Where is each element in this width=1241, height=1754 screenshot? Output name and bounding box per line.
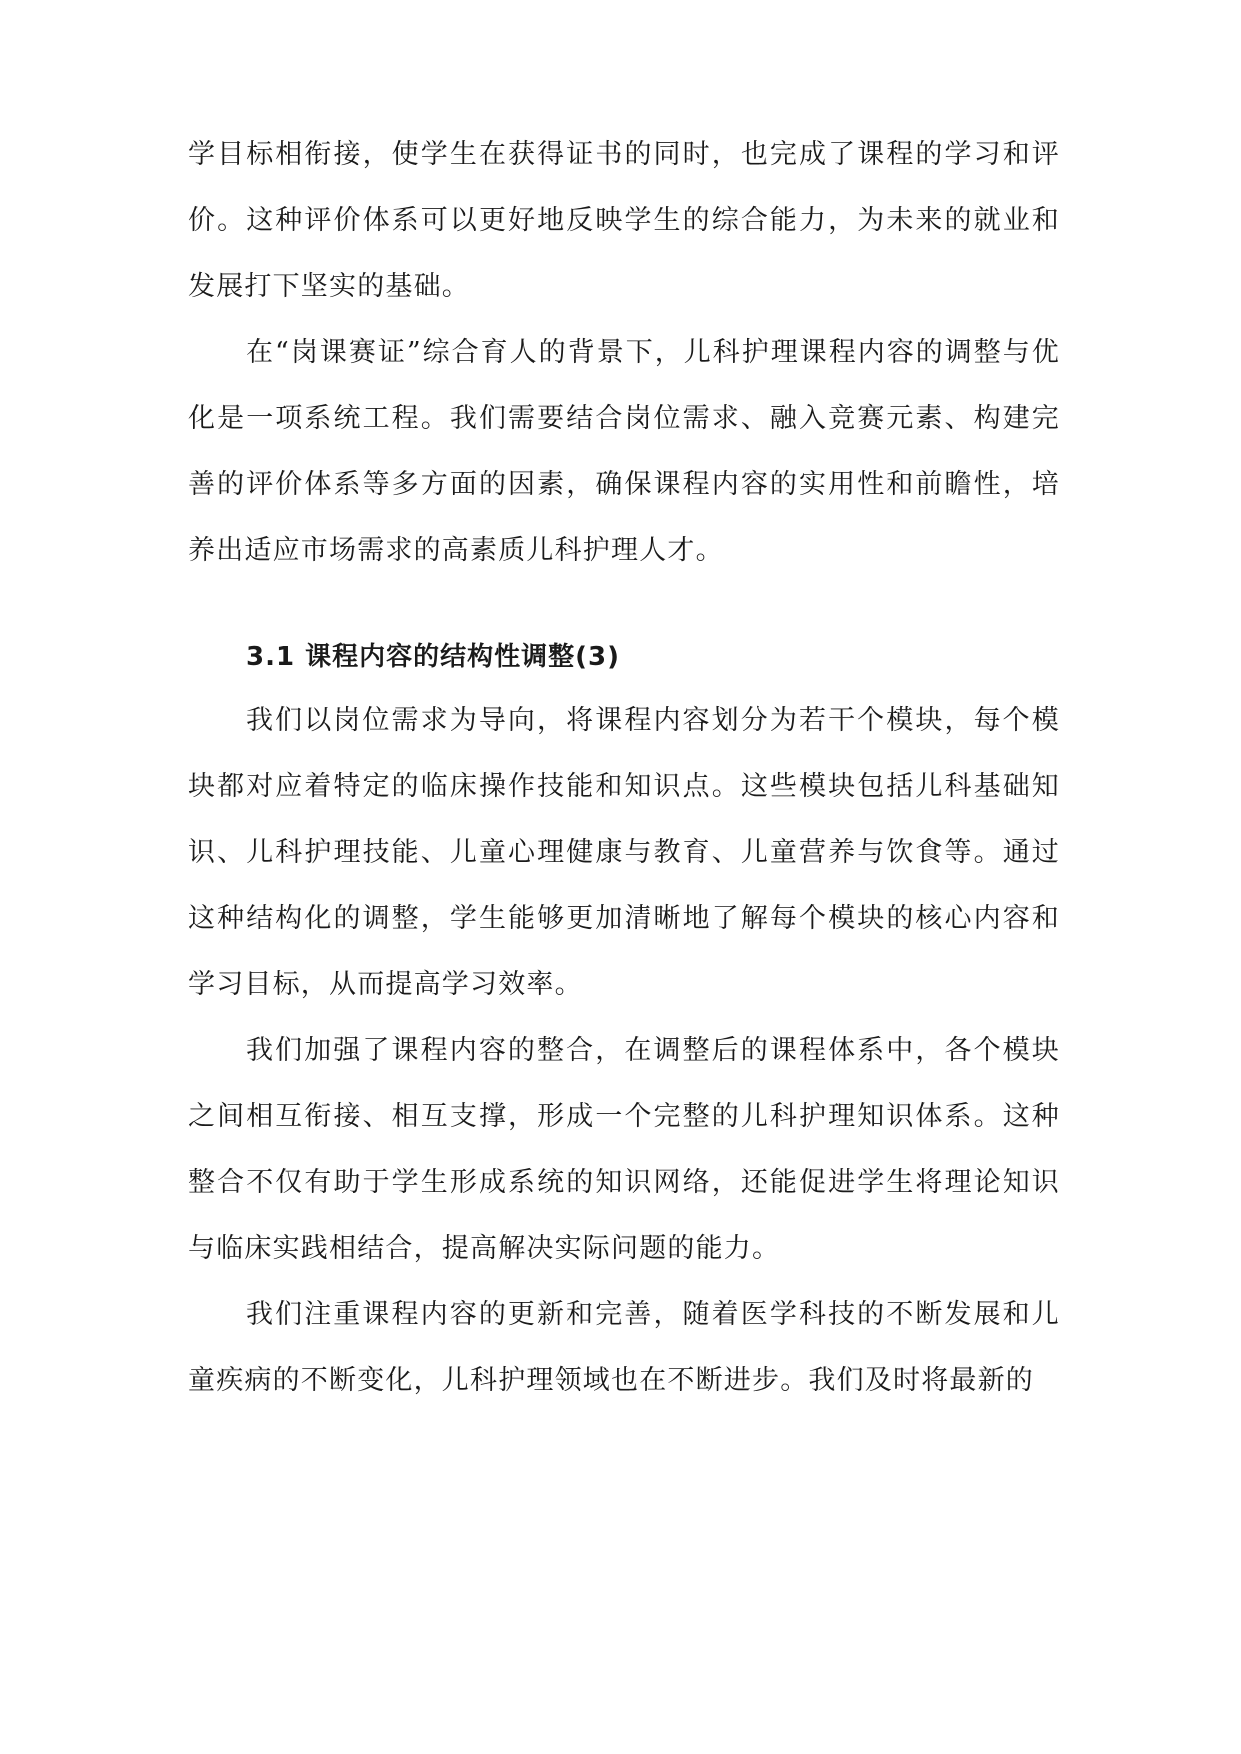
section-heading: 3.1 课程内容的结构性调整(3) bbox=[246, 642, 620, 672]
paragraph-integration: 我们加强了课程内容的整合，在调整后的课程体系中，各个模块之间相互衔接、相互支撑，形成一个完整的儿科护理知识体系。这种整合不仅有助于学生形成系统的知识网络，还能促进学生将理论知识与临床实践相结合，提高解决实际问题的能力。 bbox=[188, 1035, 1060, 1264]
paragraph-summary: 在“岗课赛证”综合育人的背景下，儿科护理课程内容的调整与优化是一项系统工程。我们需要结合岗位需求、融入竞赛元素、构建完善的评价体系等多方面的因素，确保课程内容的实用性和前瞻性，培养出适应市场需求的高素质儿科护理人才。 bbox=[188, 337, 1060, 566]
paragraph-continuation: 学目标相衔接，使学生在获得证书的同时，也完成了课程的学习和评价。这种评价体系可以更好地反映学生的综合能力，为未来的就业和发展打下坚实的基础。 bbox=[188, 139, 1060, 302]
paragraph-update: 我们注重课程内容的更新和完善，随着医学科技的不断发展和儿童疾病的不断变化，儿科护理领域也在不断进步。我们及时将最新的 bbox=[188, 1299, 1060, 1396]
paragraph-structure: 我们以岗位需求为导向，将课程内容划分为若干个模块，每个模块都对应着特定的临床操作技能和知识点。这些模块包括儿科基础知识、儿科护理技能、儿童心理健康与教育、儿童营养与饮食等。通过这种结构化的调整，学生能够更加清晰地了解每个模块的核心内容和学习目标，从而提高学习效率。 bbox=[188, 705, 1060, 1000]
